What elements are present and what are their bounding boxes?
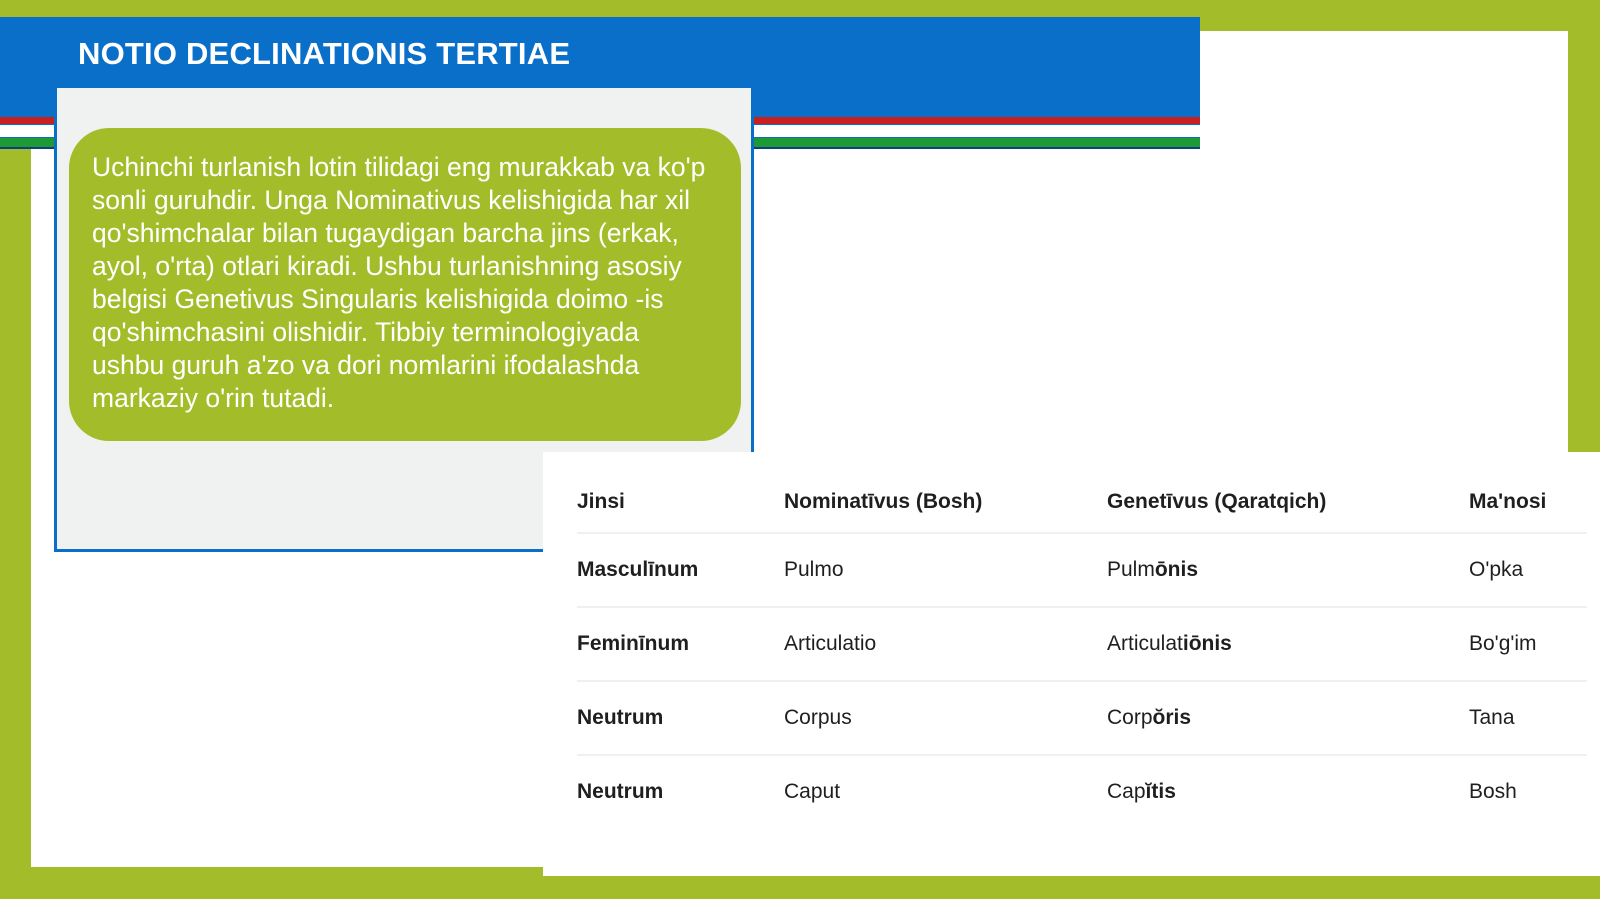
right-accent-strip (1568, 0, 1600, 452)
table-row (577, 755, 1587, 828)
genitive-stem: Corp (1107, 706, 1153, 729)
declension-table-card (543, 452, 1600, 876)
cell-gender: Masculīnum (577, 533, 784, 607)
genitive-stem: Articulat (1107, 632, 1183, 655)
genitive-stem: Cap (1107, 780, 1146, 803)
cell-gender: Feminīnum (577, 607, 784, 681)
cell-genitive (1107, 755, 1469, 828)
genitive-ending: ŏris (1152, 706, 1192, 729)
info-text-bubble: Uchinchi turlanish lotin tilidagi eng murakkab va ko'p sonli guruhdir. Unga Nominativus kelishigida har xil qo'shimchalar bilan tugaydigan barcha jins (erkak, ayol, o'rta) otlari kiradi. Ushbu turlanishning asosiy belgisi Genetivus Singularis kelishigida doimo -is qo'shimchasini olishidir. Tibbiy terminologiyada ushbu guruh a'zo va dori nomlarini ifodalashda markaziy o'rin tutadi. (69, 128, 741, 441)
cell-genitive (1107, 681, 1469, 755)
declension-table (577, 472, 1587, 828)
table-header-row (577, 472, 1587, 533)
page-title: NOTIO DECLINATIONIS TERTIAE (78, 36, 571, 71)
cell-genitive (1107, 533, 1469, 607)
cell-genitive (1107, 607, 1469, 681)
column-header-meaning: Ma'nosi (1469, 472, 1587, 533)
cell-meaning: Bo'g'im (1469, 607, 1587, 681)
cell-nominative: Caput (784, 780, 841, 803)
column-header-nominative: Nominatīvus (Bosh) (784, 472, 1107, 533)
cell-nominative: Pulmo (784, 533, 1107, 607)
cell-nominative: Corpus (784, 681, 1107, 755)
genitive-ending: iōnis (1182, 632, 1232, 655)
genitive-ending: ĭtis (1145, 780, 1176, 803)
cell-gender: Neutrum (577, 681, 784, 755)
cell-meaning: O'pka (1469, 533, 1587, 607)
cell-nominative: Articulatio (784, 607, 1107, 681)
table-row (577, 533, 1587, 607)
column-header-gender: Jinsi (577, 472, 784, 533)
cell-meaning: Tana (1469, 681, 1587, 755)
genitive-stem: Pulm (1107, 558, 1155, 581)
column-header-genitive: Genetīvus (Qaratqich) (1107, 472, 1469, 533)
table-row (577, 607, 1587, 681)
genitive-ending: ōnis (1154, 558, 1199, 581)
cell-gender: Neutrum (577, 780, 664, 803)
cell-meaning: Bosh (1469, 780, 1517, 803)
table-row (577, 681, 1587, 755)
